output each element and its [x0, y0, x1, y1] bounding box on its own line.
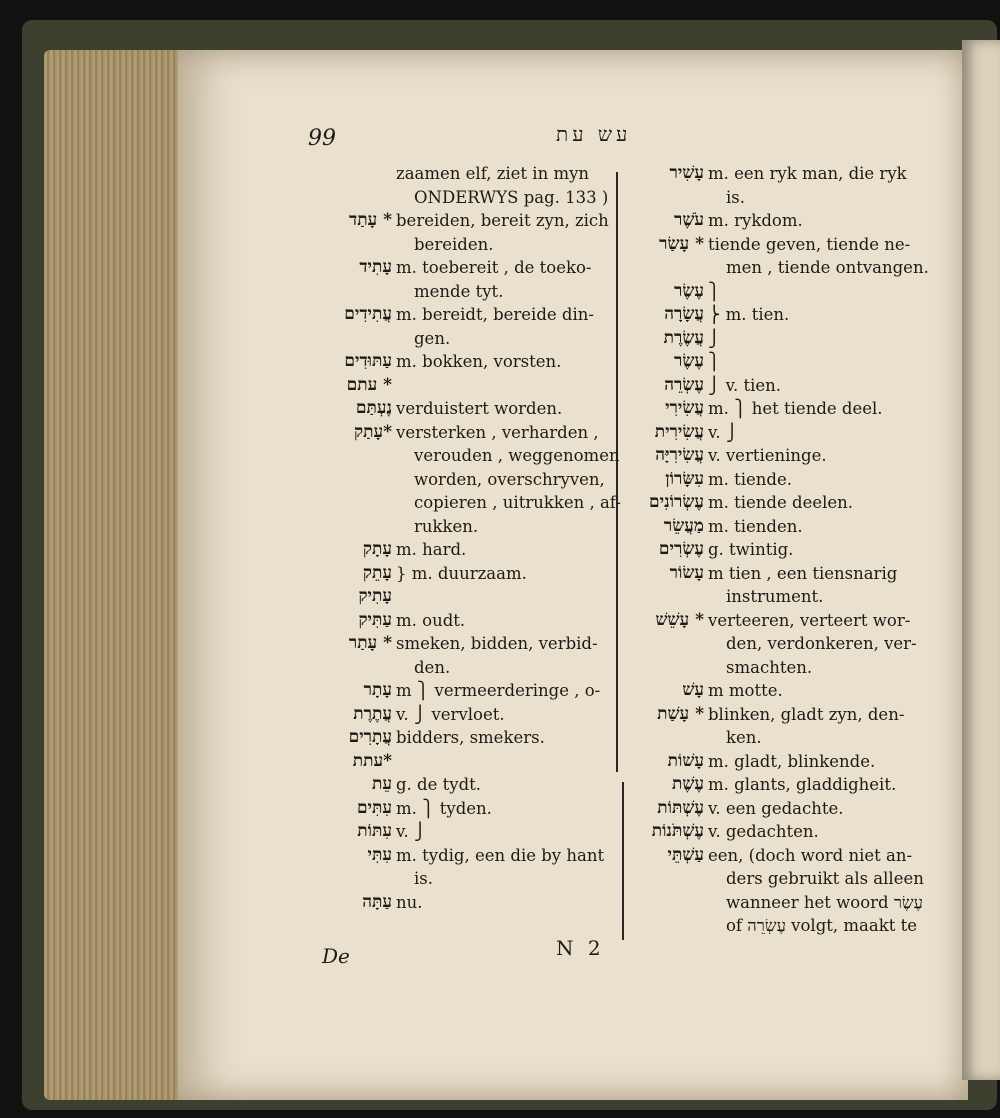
hebrew-headword: עַתּוּדִים	[344, 351, 392, 371]
dictionary-entry	[632, 280, 932, 304]
dictionary-entry	[632, 397, 932, 421]
dutch-definition: rukken.	[414, 516, 479, 536]
dictionary-entry	[300, 797, 610, 821]
dictionary-entry	[300, 256, 610, 280]
hebrew-headword: עֶשֶׁת	[671, 774, 704, 794]
hebrew-headword: עָשִׁיר	[669, 163, 704, 183]
dutch-definition: ken.	[726, 728, 762, 747]
dutch-definition: ⎫	[708, 281, 721, 301]
dutch-definition: } m. duurzaam.	[396, 563, 527, 583]
hebrew-headword: נֶעְתַּם	[355, 398, 392, 418]
dictionary-entry	[300, 350, 610, 374]
hebrew-headword: * עתם	[346, 374, 392, 395]
dictionary-entry	[300, 726, 610, 750]
dictionary-entry	[300, 538, 610, 562]
dutch-definition: copieren , uitrukken , af-	[414, 493, 621, 512]
hebrew-headword: עֶשְׁתֹּנוֹת	[651, 821, 704, 841]
dictionary-entry	[632, 233, 932, 257]
dutch-definition: is.	[726, 187, 745, 207]
hebrew-headword: * עָשַׁת	[657, 703, 704, 724]
dictionary-entry	[300, 562, 610, 586]
dictionary-entry	[300, 280, 610, 304]
hebrew-headword: עָתָק	[362, 539, 392, 559]
hebrew-headword: עֵת	[372, 774, 392, 794]
dutch-definition: instrument.	[726, 587, 824, 606]
hebrew-headword: עֲשִׂירִית	[654, 421, 704, 442]
dictionary-entry	[300, 468, 610, 492]
hebrew-headword: *עָתַק	[354, 421, 392, 442]
hebrew-headword: עָשׂוֹר	[669, 562, 704, 583]
dictionary-entry	[632, 186, 932, 210]
dictionary-entry	[300, 773, 610, 797]
hebrew-headword: עֶשֶׂר	[673, 280, 704, 301]
adjacent-page-edge	[962, 40, 1000, 1080]
dictionary-entry	[300, 656, 610, 680]
dictionary-entry	[632, 515, 932, 539]
hebrew-headword: עָתָר	[363, 680, 392, 700]
dutch-definition: m. gladt, blinkende.	[708, 751, 876, 771]
dutch-definition: m. rykdom.	[708, 211, 803, 230]
dutch-definition: een, (doch word niet an-	[708, 845, 913, 865]
dictionary-entry	[632, 820, 932, 844]
dictionary-entry	[632, 444, 932, 468]
column-rule-left	[616, 172, 618, 772]
dictionary-entry	[300, 844, 610, 868]
dutch-definition: g. de tydt.	[396, 775, 482, 794]
dictionary-entry	[632, 914, 932, 938]
dutch-definition: worden, overschryven,	[414, 469, 605, 489]
dictionary-entry	[632, 162, 932, 186]
dutch-definition: ⎭	[708, 328, 721, 348]
dutch-definition: m. tiende deelen.	[708, 493, 854, 512]
dutch-definition: m. bokken, vorsten.	[396, 352, 562, 371]
dutch-definition: bereiden, bereit zyn, zich	[396, 211, 609, 230]
hebrew-headword: * עָשֵׁשׁ	[655, 609, 704, 630]
dutch-definition: m. ⎫ het tiende deel.	[708, 399, 883, 418]
dutch-definition: g. twintig.	[708, 540, 794, 559]
hebrew-headword: עִתִּים	[356, 797, 392, 818]
dutch-definition: bereiden.	[414, 234, 494, 254]
dutch-definition: den, verdonkeren, ver-	[726, 634, 917, 653]
dutch-definition: m. ⎫ tyden.	[396, 798, 492, 818]
dictionary-entry	[632, 750, 932, 774]
hebrew-headword: עֶשְׁתּוֹת	[657, 797, 704, 818]
dictionary-entry	[300, 186, 610, 210]
dictionary-entry	[632, 726, 932, 750]
dutch-definition: v. gedachten.	[708, 822, 819, 841]
dutch-definition: of עֶשְׂרֵה volgt, maakt te	[726, 916, 917, 935]
dutch-definition: den.	[414, 657, 451, 677]
dutch-definition: verteeren, verteert wor-	[708, 610, 911, 630]
dutch-definition: mende tyt.	[414, 281, 504, 301]
dutch-definition: m. bereidt, bereide din-	[396, 305, 594, 324]
dictionary-entry	[632, 421, 932, 445]
hebrew-headword: עִתִּי	[367, 844, 392, 865]
dictionary-entry	[632, 256, 932, 280]
dictionary-entry	[300, 444, 620, 468]
dictionary-entry	[632, 703, 932, 727]
dutch-definition: m motte.	[708, 681, 783, 700]
hebrew-headword: *עתת	[352, 750, 392, 771]
hebrew-headword: עָשׁוֹת	[667, 750, 704, 771]
hebrew-headword: עַתָּה	[362, 891, 392, 912]
dictionary-entry	[300, 867, 610, 891]
hebrew-headword: עֲתֶרֶת	[353, 703, 392, 724]
dictionary-entry	[300, 162, 610, 186]
dictionary-entry	[632, 562, 932, 586]
hebrew-headword: * עָתַד	[349, 210, 392, 230]
dictionary-entry	[632, 656, 932, 680]
dictionary-entry	[300, 703, 610, 727]
hebrew-headword: עִשָּׂרוֹן	[665, 468, 704, 489]
dictionary-entry	[632, 773, 932, 797]
dutch-definition: smachten.	[726, 657, 813, 677]
dictionary-entry	[300, 679, 610, 703]
dictionary-entry	[632, 891, 932, 915]
dutch-definition: m tien , een tiensnarig	[708, 563, 898, 583]
dutch-definition: is.	[414, 869, 433, 888]
dutch-definition: ⎭ v. tien.	[708, 375, 782, 395]
hebrew-headword: עָתִיק	[358, 586, 392, 606]
hebrew-headword: עָתֵק	[362, 562, 392, 583]
hebrew-headword: עֶשֶׂר	[673, 351, 704, 371]
dictionary-entry	[632, 468, 932, 492]
hebrew-headword: עַתִּיק	[358, 609, 392, 630]
dictionary-entry	[300, 632, 610, 656]
dutch-definition: m. een ryk man, die ryk	[708, 164, 907, 183]
dutch-definition: wanneer het woord עֶשֶׂר	[726, 892, 923, 912]
dictionary-entry	[632, 844, 932, 868]
dutch-definition: v. ⎭	[396, 822, 427, 841]
dictionary-entry	[300, 585, 610, 609]
dictionary-entry	[632, 350, 932, 374]
right-column	[632, 162, 932, 938]
dutch-definition: v. vertieninge.	[708, 446, 827, 465]
dictionary-entry	[632, 867, 932, 891]
hebrew-headword: עָתִיד	[359, 257, 392, 277]
dutch-definition: ders gebruikt als alleen	[726, 869, 924, 888]
dutch-definition: m. glants, gladdigheit.	[708, 775, 897, 794]
dutch-definition: nu.	[396, 892, 423, 912]
dutch-definition: zaamen elf, ziet in myn	[396, 164, 590, 183]
dictionary-entry	[300, 397, 610, 421]
dutch-definition: bidders, smekers.	[396, 728, 545, 747]
hebrew-headword: עֲשִׂירִי	[665, 398, 704, 418]
dictionary-entry	[300, 515, 610, 539]
dictionary-entry	[632, 585, 932, 609]
dutch-definition: m. tiende.	[708, 469, 793, 489]
hebrew-headword: עֲשָׂרָה	[664, 304, 704, 324]
dutch-definition: ⎫	[708, 352, 721, 371]
hebrew-headword: עֲתִידִים	[344, 304, 392, 324]
dictionary-entry	[632, 797, 932, 821]
dutch-definition: m. tienden.	[708, 516, 803, 536]
dutch-definition: verduistert worden.	[396, 399, 563, 418]
dictionary-entry	[632, 609, 932, 633]
hebrew-headword: מַעֲשֵׂר	[663, 515, 704, 536]
dictionary-entry	[300, 491, 621, 515]
dictionary-entry	[300, 303, 610, 327]
dictionary-entry	[632, 327, 932, 351]
dutch-definition: verouden , weggenomen	[414, 446, 620, 465]
dictionary-entry	[632, 491, 932, 515]
dictionary-entry	[632, 303, 932, 327]
dictionary-entry	[300, 421, 610, 445]
running-head: עש עת	[556, 122, 632, 146]
dutch-definition: blinken, gladt zyn, den-	[708, 704, 905, 724]
dictionary-entry	[300, 233, 610, 257]
hebrew-headword: עַשְׁתֵּי	[667, 844, 704, 865]
hebrew-headword: עֹשֶׁר	[673, 210, 704, 230]
hebrew-headword: עֲשִׂירִיָּה	[655, 445, 704, 465]
dictionary-entry	[300, 609, 610, 633]
hebrew-headword: * עָשַׂר	[659, 233, 704, 254]
dictionary-entry	[632, 209, 932, 233]
hebrew-headword: עָשׁ	[682, 680, 704, 700]
dutch-definition: m. oudt.	[396, 610, 466, 630]
dictionary-entry	[300, 891, 610, 915]
dictionary-entry	[300, 327, 610, 351]
dictionary-entry	[300, 820, 610, 844]
dictionary-entry	[300, 209, 610, 233]
dutch-definition: m. hard.	[396, 540, 467, 559]
dutch-definition: v. ⎭	[708, 422, 739, 442]
column-rule-right	[622, 782, 624, 940]
catchword: De	[322, 944, 350, 968]
dictionary-entry	[300, 374, 610, 398]
dictionary-entry	[632, 374, 932, 398]
dutch-definition: m. tydig, een die by hant	[396, 845, 605, 865]
dutch-definition: gen.	[414, 328, 451, 348]
dutch-definition: m. toebereit , de toeko-	[396, 258, 592, 277]
dictionary-entry	[300, 750, 610, 774]
dutch-definition: tiende geven, tiende ne-	[708, 234, 911, 254]
hebrew-headword: עֲתָרִים	[348, 727, 392, 747]
hebrew-headword: עֶשְׂרֵה	[664, 374, 704, 395]
dictionary-entry	[632, 538, 932, 562]
hebrew-headword: עִתּוֹת	[357, 821, 392, 841]
hebrew-headword: עֲשֶׂרֶת	[663, 327, 704, 348]
left-column	[300, 162, 621, 914]
hebrew-headword: * עָתַר	[348, 633, 392, 653]
dutch-definition: ⎬ m. tien.	[708, 305, 790, 324]
dutch-definition: v. ⎭ vervloet.	[396, 704, 505, 724]
dutch-definition: m ⎫ vermeerderinge , o-	[396, 681, 601, 700]
hebrew-headword: עֶשְׂרִים	[658, 539, 704, 559]
hebrew-headword: עֶשְׂרוֹנִים	[649, 492, 704, 512]
signature-mark: N 2	[556, 936, 605, 960]
dutch-definition: ONDERWYS pag. 133 )	[414, 187, 609, 207]
dictionary-entry	[632, 679, 932, 703]
dutch-definition: v. een gedachte.	[708, 798, 844, 818]
dutch-definition: smeken, bidden, verbid-	[396, 634, 598, 653]
dutch-definition: versterken , verharden ,	[396, 422, 599, 442]
dutch-definition: men , tiende ontvangen.	[726, 258, 929, 277]
dictionary-entry	[632, 632, 932, 656]
page-number: 99	[308, 126, 336, 151]
page-block-edge	[44, 50, 194, 1100]
